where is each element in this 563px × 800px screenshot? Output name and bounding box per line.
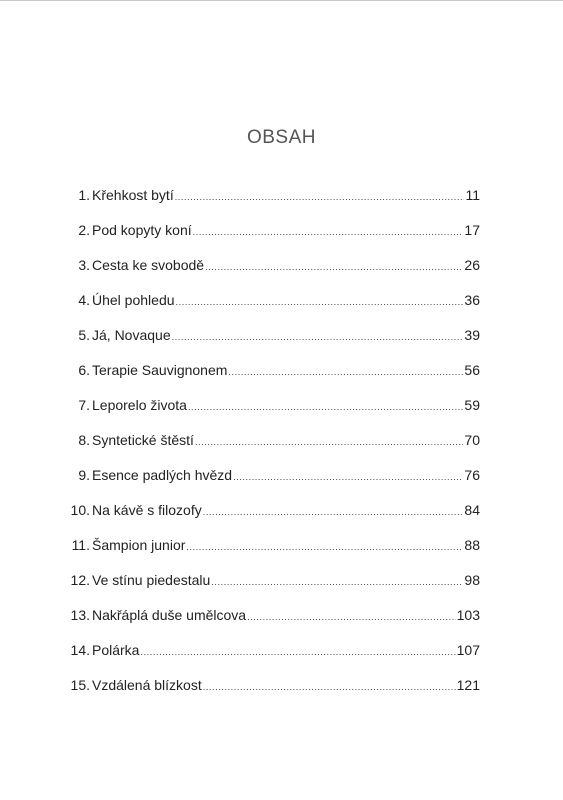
chapter-title: Na kávě s filozofy	[92, 502, 202, 518]
toc-entry	[64, 467, 480, 502]
page-number: 56	[464, 362, 480, 378]
page-number: 103	[456, 607, 480, 623]
dot-leader	[172, 332, 464, 342]
page-title: OBSAH	[246, 126, 317, 148]
page-top-border	[0, 0, 563, 1]
chapter-title: Vzdálená blízkost	[92, 677, 202, 693]
page-number: 70	[464, 432, 480, 448]
chapter-title: Syntetické štěstí	[92, 432, 194, 448]
chapter-number: 6.	[78, 362, 90, 378]
chapter-title: Esence padlých hvězd	[92, 467, 233, 483]
chapter-number: 9.	[78, 467, 90, 483]
dot-leader	[175, 192, 465, 202]
chapter-number: 5.	[78, 327, 90, 343]
chapter-number: 12.	[70, 572, 90, 588]
toc-entry	[64, 642, 480, 677]
page-number: 88	[464, 537, 480, 553]
dot-leader	[205, 262, 463, 272]
chapter-title: Šampion junior	[92, 537, 186, 553]
chapter-title: Pod kopyty koní	[92, 222, 192, 238]
chapter-title: Ve stínu piedestalu	[92, 572, 211, 588]
dot-leader	[176, 297, 464, 307]
chapter-number: 2.	[78, 222, 90, 238]
chapter-number: 13.	[70, 607, 90, 623]
chapter-number: 7.	[78, 397, 90, 413]
dot-leader	[203, 682, 456, 692]
dot-leader	[233, 472, 463, 482]
dot-leader	[140, 647, 455, 657]
page-number: 17	[464, 222, 480, 238]
toc-entry	[64, 572, 480, 607]
toc-entry	[64, 607, 480, 642]
page-number: 98	[464, 572, 480, 588]
chapter-title: Terapie Sauvignonem	[92, 362, 228, 378]
page-number: 76	[464, 467, 480, 483]
chapter-title: Křehkost bytí	[92, 187, 174, 203]
toc-entry	[64, 257, 480, 292]
chapter-title: Já, Novaque	[92, 327, 171, 343]
dot-leader	[193, 227, 464, 237]
toc-entry	[64, 537, 480, 572]
page-number: 11	[465, 187, 480, 203]
chapter-number: 10.	[70, 502, 90, 518]
dot-leader	[186, 542, 463, 552]
chapter-number: 4.	[78, 292, 90, 308]
table-of-contents	[64, 187, 480, 712]
toc-entry	[64, 677, 480, 712]
dot-leader	[188, 402, 463, 412]
chapter-number: 11.	[71, 537, 90, 553]
chapter-title: Nakřáplá duše umělcova	[92, 607, 247, 623]
page-number: 26	[464, 257, 480, 273]
chapter-number: 14.	[70, 642, 90, 658]
dot-leader	[228, 367, 463, 377]
chapter-number: 3.	[78, 257, 90, 273]
chapter-title: Polárka	[92, 642, 140, 658]
toc-entry	[64, 432, 480, 467]
chapter-number: 1.	[78, 187, 90, 203]
toc-entry	[64, 327, 480, 362]
chapter-number: 15.	[70, 677, 90, 693]
dot-leader	[211, 577, 463, 587]
toc-entry	[64, 397, 480, 432]
page-number: 59	[464, 397, 480, 413]
page-number: 39	[464, 327, 480, 343]
chapter-title: Leporelo života	[92, 397, 187, 413]
toc-entry	[64, 187, 480, 222]
dot-leader	[195, 437, 463, 447]
toc-entry	[64, 292, 480, 327]
page-number: 84	[464, 502, 480, 518]
chapter-title: Úhel pohledu	[92, 292, 175, 308]
page-number: 121	[456, 677, 480, 693]
page-number: 107	[456, 642, 480, 658]
dot-leader	[247, 612, 456, 622]
toc-entry	[64, 222, 480, 257]
page-number: 36	[464, 292, 480, 308]
chapter-number: 8.	[78, 432, 90, 448]
toc-entry	[64, 502, 480, 537]
dot-leader	[203, 507, 464, 517]
toc-entry	[64, 362, 480, 397]
chapter-title: Cesta ke svobodě	[92, 257, 205, 273]
